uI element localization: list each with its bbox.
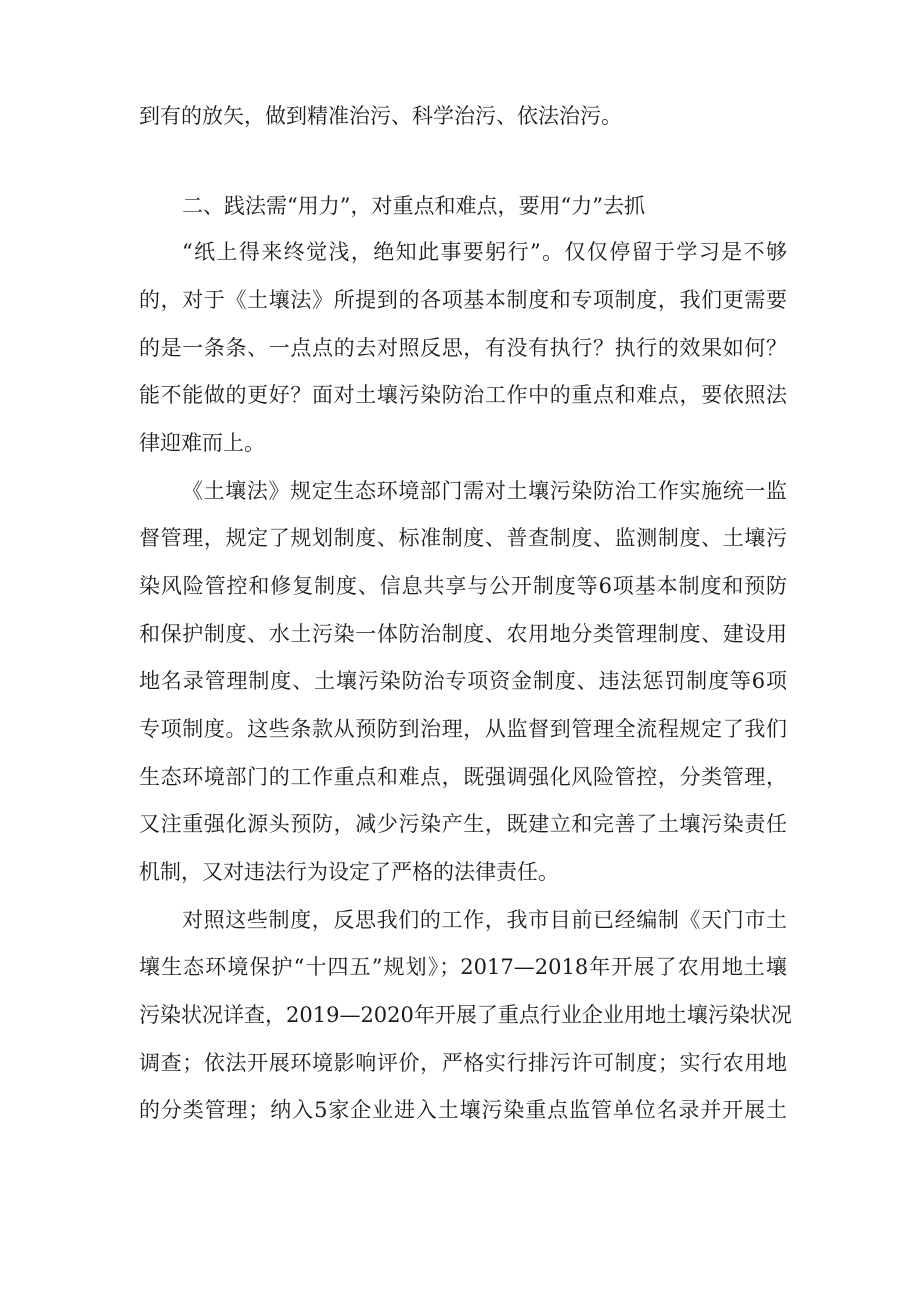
paragraph-line: 染风险管控和修复制度、信息共享与公开制度等6项基本制度和预防: [139, 574, 787, 598]
paragraph-line: 的分类管理；纳入5家企业进入土壤污染重点监管单位名录并开展土: [139, 1098, 787, 1122]
paragraph-line: 的是一条条、一点点的去对照反思，有没有执行？执行的效果如何？: [139, 336, 787, 360]
paragraph-line: 又注重强化源头预防，减少污染产生，既建立和完善了土壤污染责任: [139, 812, 787, 836]
paragraph-line: 地名录管理制度、土壤污染防治专项资金制度、违法惩罚制度等6项: [139, 669, 787, 693]
paragraph-line: 调查；依法开展环境影响评价，严格实行排污许可制度；实行农用地: [139, 1051, 787, 1075]
section-heading: 二、践法需“用力”，对重点和难点，要用“力”去抓: [182, 194, 645, 218]
paragraph-line: 的，对于《土壤法》所提到的各项基本制度和专项制度，我们更需要: [139, 288, 787, 312]
paragraph-line: 《土壤法》规定生态环境部门需对土壤污染防治工作实施统一监: [182, 479, 787, 503]
paragraph-line: “纸上得来终觉浅，绝知此事要躬行”。仅仅停留于学习是不够: [182, 240, 787, 264]
paragraph-line: 专项制度。这些条款从预防到治理，从监督到管理全流程规定了我们: [139, 717, 787, 741]
paragraph-line: 和保护制度、水土污染一体防治制度、农用地分类管理制度、建设用: [139, 622, 787, 646]
paragraph-line: 督管理，规定了规划制度、标准制度、普查制度、监测制度、土壤污: [139, 526, 787, 550]
paragraph-line: 律迎难而上。: [139, 431, 265, 455]
paragraph-line: 能不能做的更好？面对土壤污染防治工作中的重点和难点，要依照法: [139, 383, 787, 407]
opening-line: 到有的放矢，做到精准治污、科学治污、依法治污。: [139, 104, 622, 128]
paragraph-line: 机制，又对违法行为设定了严格的法律责任。: [139, 860, 559, 884]
paragraph-line: 污染状况详查，2019—2020年开展了重点行业企业用地土壤污染状况: [139, 1003, 792, 1027]
paragraph-line: 生态环境部门的工作重点和难点，既强调强化风险管控，分类管理，: [139, 765, 787, 789]
paragraph-line: 壤生态环境保护“十四五”规划》；2017—2018年开展了农用地土壤: [139, 955, 787, 979]
paragraph-line: 对照这些制度，反思我们的工作，我市目前已经编制《天门市土: [182, 908, 787, 932]
